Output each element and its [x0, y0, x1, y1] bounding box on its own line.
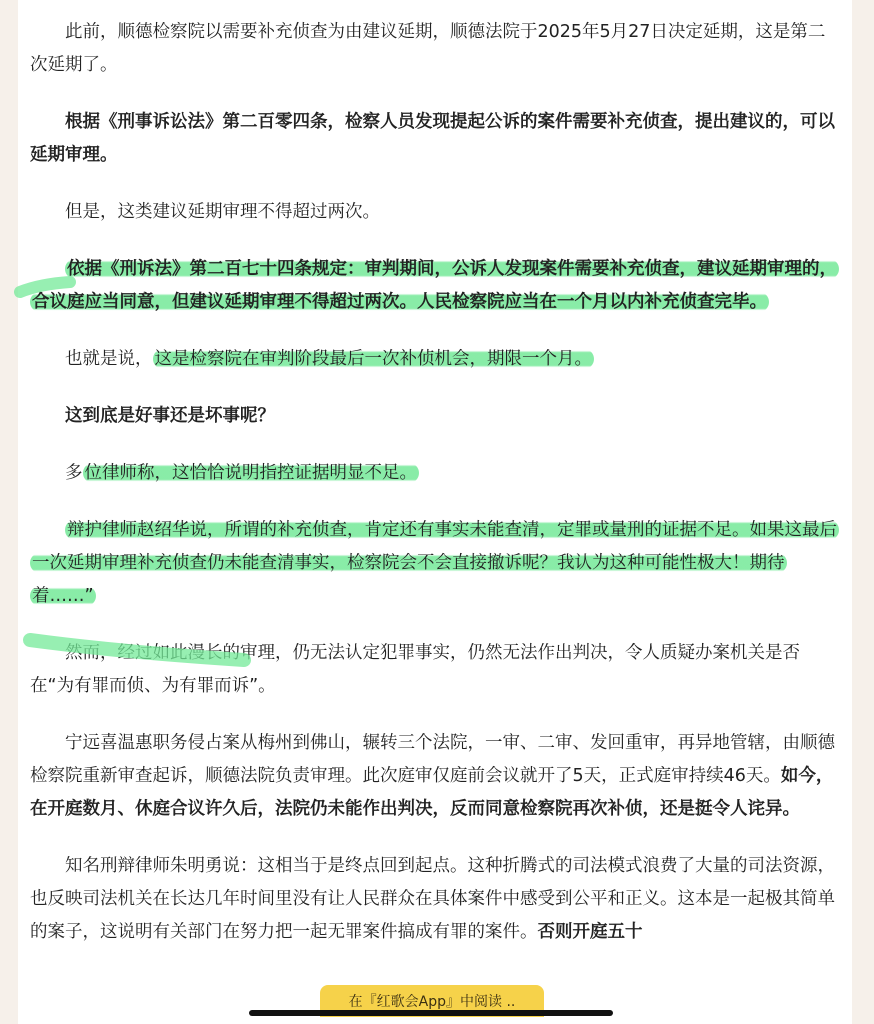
highlighted-text: 这是检察院在审判阶段最后一次补侦机会，期限一个月。 [154, 349, 592, 369]
paragraph-10 [30, 727, 838, 826]
paragraph-text: 根据《刑事诉讼法》第二百零四条，检察人员发现提起公诉的案件需要补充侦查，提出建议的，可以延期审理。 [30, 112, 835, 165]
home-indicator[interactable] [249, 1010, 613, 1016]
paragraph-text: 但是，这类建议延期审理不得超过两次。 [65, 202, 380, 222]
paragraph-4 [30, 253, 838, 319]
paragraph-1 [30, 16, 838, 82]
paragraph-6 [30, 400, 838, 433]
paragraph-text: 多 [65, 463, 83, 483]
paragraph-7 [30, 457, 838, 490]
paragraph-8 [30, 514, 838, 613]
article-page [18, 0, 852, 1024]
paragraph-text: 知名刑辩律师朱明勇说：这相当于是终点回到起点。这种折腾式的司法模式浪费了大量的司法资源，也反映司法机关在长达几年时间里没有让人民群众在具体案件中感受到公平和正义。这本是一起极其简单的案子，这说明有关部门在努力把一起无罪案件搞成有罪的案件。 [30, 856, 835, 942]
paragraph-text: 此前，顺德检察院以需要补充侦查为由建议延期，顺德法院于2025年5月27日决定延期，这是第二次延期了。 [30, 22, 826, 75]
paragraph-5 [30, 343, 838, 376]
paragraph-text: 也就是说， [65, 349, 153, 369]
paragraph-9 [30, 637, 838, 703]
highlighted-text: 辩护律师赵绍华说，所谓的补充侦查，肯定还有事实未能查清，定罪或量刑的证据不足。如果这最后一次延期审理补充侦查仍未能查清事实，检察院会不会直接撤诉呢？我认为这种可能性极大！期待着……” [32, 520, 837, 606]
bold-text: 如今，在开庭数月、休庭合议许久后，法院仍未能作出判决，反而同意检察院再次补侦，还是挺令人诧异。 [30, 766, 834, 819]
paragraph-2 [30, 106, 838, 172]
paragraph-text: 这到底是好事还是坏事呢？ [65, 406, 275, 426]
paragraph-text: 宁远喜温惠职务侵占案从梅州到佛山，辗转三个法院，一审、二审、发回重审，再异地管辖，由顺德检察院重新审查起诉，顺德法院负责审理。此次庭审仅庭前会议就开了5天，正式庭审持续46天。 [30, 733, 835, 786]
bold-text: 否则开庭五十 [537, 922, 643, 942]
paragraph-11 [30, 850, 838, 949]
article-body [30, 16, 838, 973]
paragraph-3 [30, 196, 838, 229]
highlighted-text: 位律师称，这恰恰说明指控证据明显不足。 [84, 463, 417, 483]
paragraph-text: 然而，经过如此漫长的审理，仍无法认定犯罪事实，仍然无法作出判决，令人质疑办案机关是否在“为有罪而侦、为有罪而诉”。 [30, 643, 800, 696]
banner-label: 在『红歌会App』中阅读 .. [348, 994, 516, 1010]
highlighted-text: 依据《刑诉法》第二百七十四条规定：审判期间，公诉人发现案件需要补充侦查，建议延期审理的，合议庭应当同意，但建议延期审理不得超过两次。人民检察院应当在一个月以内补充侦查完毕。 [32, 259, 837, 312]
